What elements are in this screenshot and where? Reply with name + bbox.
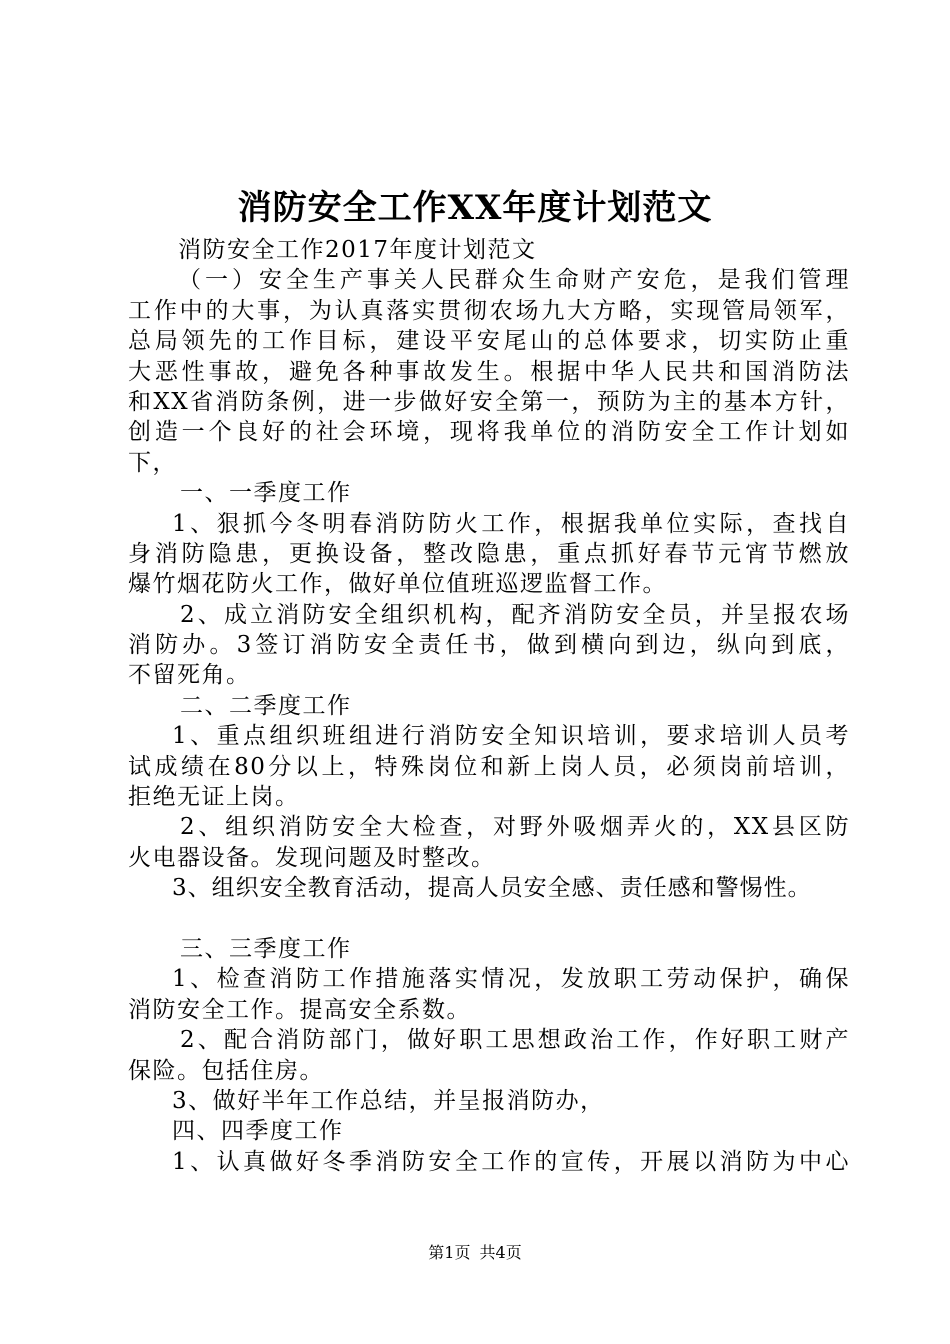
paragraph-line: 拒绝无证上岗。 — [128, 784, 300, 811]
page-footer — [0, 1242, 950, 1264]
paragraph-line: 和XX省消防条例，进一步做好安全第一，预防为主的基本方针， — [128, 388, 850, 415]
section-heading: 四、四季度工作 — [172, 1118, 344, 1145]
paragraph-line: 保险。包括住房。 — [128, 1057, 324, 1084]
paragraph-line: 2、成立消防安全组织机构，配齐消防安全员，并呈报农场 — [180, 601, 850, 628]
section-heading: 一、一季度工作 — [180, 480, 352, 507]
paragraph-line: 3、做好半年工作总结，并呈报消防办， — [172, 1087, 605, 1114]
paragraph-line: 1、检查消防工作措施落实情况，发放职工劳动保护，确保 — [172, 966, 850, 993]
paragraph-line: 火电器设备。发现问题及时整改。 — [128, 844, 496, 871]
paragraph-line: 2、组织消防安全大检查，对野外吸烟弄火的，XX县区防 — [180, 814, 850, 841]
blank-line — [128, 904, 850, 934]
paragraph-line: 爆竹烟花防火工作，做好单位值班巡逻监督工作。 — [128, 571, 667, 598]
paragraph-line: 1、认真做好冬季消防安全工作的宣传，开展以消防为中心 — [172, 1148, 850, 1175]
page-number: 第1页 — [428, 1243, 471, 1262]
paragraph-line: 总局领先的工作目标，建设平安尾山的总体要求，切实防止重 — [128, 328, 850, 355]
paragraph-line: 2、配合消防部门，做好职工思想政治工作，作好职工财产 — [180, 1027, 850, 1054]
paragraph-line: 1、重点组织班组进行消防安全知识培训，要求培训人员考 — [172, 723, 850, 750]
paragraph-line: 创造一个良好的社会环境，现将我单位的消防安全工作计划如 — [128, 419, 850, 446]
paragraph-line: 消防安全工作。提高安全系数。 — [128, 996, 471, 1023]
paragraph-line: 大恶性事故，避免各种事故发生。根据中华人民共和国消防法 — [128, 358, 850, 385]
paragraph-line: 1、狠抓今冬明春消防防火工作，根据我单位实际，查找自 — [172, 510, 850, 537]
document-body — [128, 235, 850, 1177]
paragraph-line: 身消防隐患，更换设备，整改隐患，重点抓好春节元宵节燃放 — [128, 540, 850, 567]
paragraph-line: 消防办。3签订消防安全责任书，做到横向到边，纵向到底， — [128, 632, 850, 659]
paragraph-line: （一）安全生产事关人民群众生命财产安危，是我们管理 — [178, 267, 850, 294]
document-title: 消防安全工作XX年度计划范文 — [237, 188, 713, 228]
paragraph-line: 试成绩在80分以上，特殊岗位和新上岗人员，必须岗前培训， — [128, 753, 850, 780]
paragraph-line: 3、组织安全教育活动，提高人员安全感、责任感和警惕性。 — [172, 875, 812, 902]
section-heading: 三、三季度工作 — [180, 935, 352, 962]
paragraph-line: 不留死角。 — [128, 662, 251, 689]
paragraph-line: 工作中的大事，为认真落实贯彻农场九大方略，实现管局领军， — [128, 297, 850, 324]
section-heading: 二、二季度工作 — [180, 692, 352, 719]
page-total: 共4页 — [479, 1243, 522, 1262]
paragraph-line: 下， — [128, 449, 177, 476]
subtitle-line: 消防安全工作2017年度计划范文 — [178, 237, 537, 263]
